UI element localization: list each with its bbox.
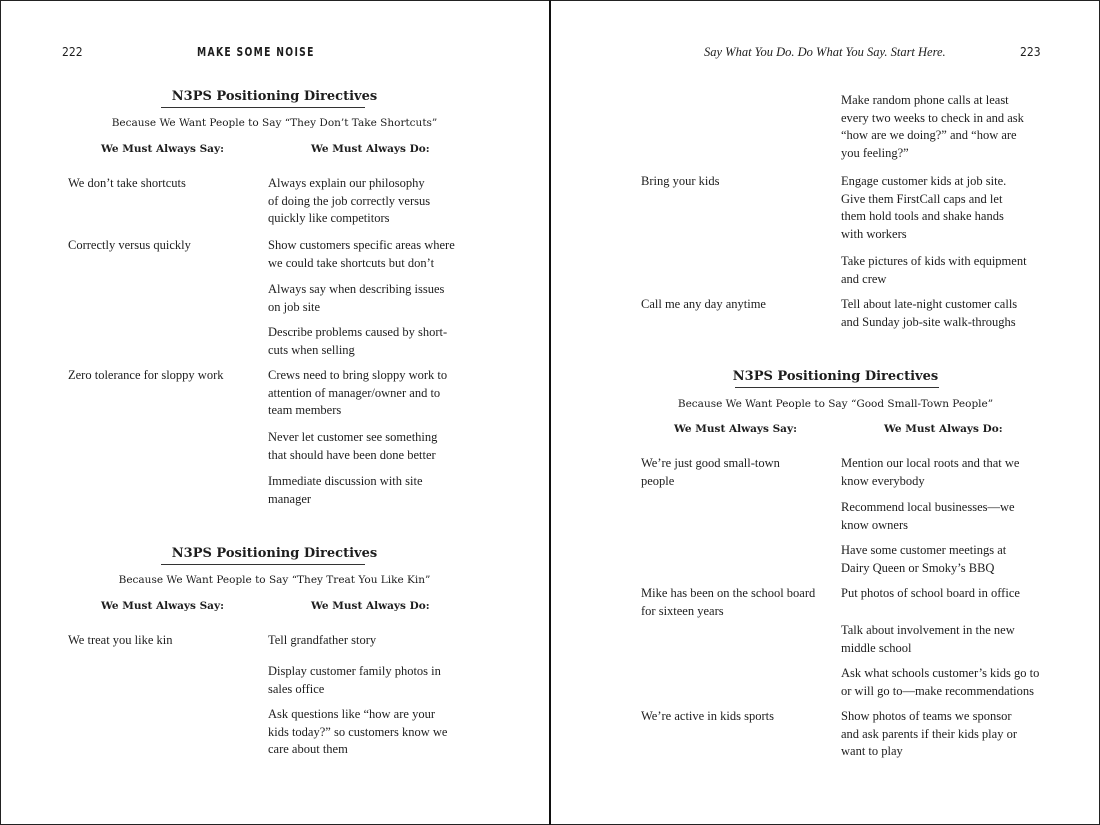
section-heading: N3PS Positioning Directives xyxy=(732,369,939,384)
right-page xyxy=(551,0,1100,825)
do-item: Display customer family photos in sales office xyxy=(268,664,441,696)
do-item: Always explain our philosophy of doing the job correctly versus quickly like competitors xyxy=(268,176,431,225)
do-item: Ask questions like “how are your kids today?” so customers know we care about them xyxy=(268,707,448,756)
do-item: Take pictures of kids with equipment and crew xyxy=(841,254,1027,286)
do-item: Describe problems caused by short- cuts when selling xyxy=(268,325,448,357)
say-item: Mike has been on the school board for sixteen years xyxy=(641,586,816,618)
say-item: We don’t take shortcuts xyxy=(68,176,186,190)
section-heading: N3PS Positioning Directives xyxy=(171,89,378,104)
because-line: Because We Want People to Say “Good Small-Town People” xyxy=(677,398,994,410)
do-item: Have some customer meetings at Dairy Queen or Smoky’s BBQ xyxy=(841,543,1007,575)
say-item: Zero tolerance for sloppy work xyxy=(68,368,224,382)
do-item: Recommend local businesses—we know owners xyxy=(841,500,1015,532)
do-item: Immediate discussion with site manager xyxy=(268,474,423,506)
because-line: Because We Want People to Say “They Treat You Like Kin” xyxy=(118,574,431,586)
say-item: Correctly versus quickly xyxy=(68,238,191,252)
running-head: Say What You Do. Do What You Say. Start Here. xyxy=(704,45,946,59)
do-item: Show customers specific areas where we could take shortcuts but don’t xyxy=(268,238,455,270)
column-header-do: We Must Always Do: xyxy=(311,600,430,612)
heading-underline xyxy=(735,387,939,388)
heading-underline xyxy=(161,564,365,565)
say-item: We treat you like kin xyxy=(68,633,173,647)
column-header-say: We Must Always Say: xyxy=(101,600,224,612)
page-number: 223 xyxy=(1020,45,1041,59)
column-header-do: We Must Always Do: xyxy=(311,143,430,155)
say-item: We’re just good small-town people xyxy=(641,456,780,488)
left-page xyxy=(0,0,549,825)
say-item: We’re active in kids sports xyxy=(641,709,774,723)
say-item: Bring your kids xyxy=(641,174,720,188)
do-item: Tell grandfather story xyxy=(268,633,377,647)
running-head: MAKE SOME NOISE xyxy=(197,44,315,59)
column-header-do: We Must Always Do: xyxy=(884,423,1003,435)
do-item: Show photos of teams we sponsor and ask parents if their kids play or want to play xyxy=(841,709,1017,758)
do-item: Always say when describing issues on job site xyxy=(268,282,445,314)
because-line: Because We Want People to Say “They Don’t Take Shortcuts” xyxy=(111,117,438,129)
section-heading: N3PS Positioning Directives xyxy=(171,546,378,561)
do-item: Tell about late-night customer calls and Sunday job-site walk-throughs xyxy=(841,297,1018,329)
do-item: Mention our local roots and that we know everybody xyxy=(841,456,1020,488)
column-header-say: We Must Always Say: xyxy=(101,143,224,155)
say-item: Call me any day anytime xyxy=(641,297,766,311)
do-item: Crews need to bring sloppy work to attention of manager/owner and to team members xyxy=(268,368,448,417)
do-item: Make random phone calls at least every two weeks to check in and ask “how are we doing?” and “how are you feeling?” xyxy=(841,93,1024,160)
do-item: Never let customer see something that should have been done better xyxy=(268,430,438,462)
page-number: 222 xyxy=(62,45,83,59)
do-item: Put photos of school board in office xyxy=(841,586,1020,600)
column-header-say: We Must Always Say: xyxy=(674,423,797,435)
do-item: Ask what schools customer’s kids go to or will go to—make recommendations xyxy=(841,666,1040,698)
heading-underline xyxy=(161,107,365,108)
do-item: Talk about involvement in the new middle school xyxy=(841,623,1015,655)
do-item: Engage customer kids at job site. Give them FirstCall caps and let them hold tools and shake hands with workers xyxy=(841,174,1007,241)
